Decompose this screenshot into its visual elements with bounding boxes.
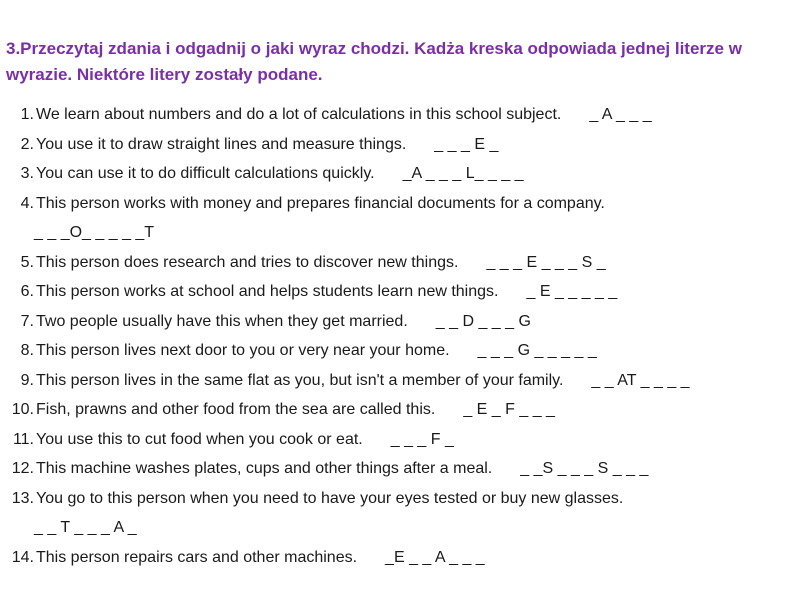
item-number: 10. — [11, 401, 34, 418]
item-sentence: You can use it to do difficult calculations quickly. — [36, 165, 375, 182]
item-number: 7. — [20, 312, 34, 330]
answer-letter-pattern: _ _ _ G _ _ _ _ _ — [477, 342, 597, 359]
list-item — [0, 277, 800, 307]
item-sentence: This person does research and tries to discover new things. — [36, 253, 459, 271]
item-number: 12. — [11, 460, 34, 477]
item-number: 14. — [11, 548, 34, 566]
answer-letter-pattern: _A _ _ _ L_ _ _ _ — [402, 165, 524, 182]
answer-letter-pattern: _ E _ F _ _ _ — [463, 401, 555, 418]
list-item — [0, 543, 800, 573]
item-number: 5. — [20, 253, 34, 271]
answer-letter-pattern: _ _ AT _ _ _ _ — [591, 371, 690, 389]
list-item — [0, 248, 800, 278]
list-item — [0, 307, 800, 337]
answer-letter-pattern: _ A _ _ _ — [589, 106, 652, 123]
item-sentence: You use it to draw straight lines and measure things. — [36, 135, 407, 153]
item-number: 13. — [11, 489, 34, 507]
list-item-continuation — [0, 218, 800, 248]
item-sentence: This person lives in the same flat as you, but isn't a member of your family. — [36, 371, 564, 389]
list-item — [0, 454, 800, 484]
list-item — [0, 484, 800, 514]
item-number: 3. — [20, 165, 34, 182]
list-item — [0, 336, 800, 366]
item-number: 8. — [20, 342, 34, 359]
item-sentence: This person repairs cars and other machines. — [36, 548, 358, 566]
answer-letter-pattern: _ _S _ _ _ S _ _ _ — [520, 460, 649, 477]
item-sentence: You use this to cut food when you cook or eat. — [36, 430, 363, 448]
answer-letter-pattern: _ E _ _ _ _ _ — [526, 283, 618, 300]
item-sentence: Two people usually have this when they get married. — [36, 312, 408, 330]
item-number: 4. — [20, 194, 34, 212]
item-sentence: You go to this person when you need to have your eyes tested or buy new glasses. — [36, 489, 624, 507]
item-sentence: Fish, prawns and other food from the sea are called this. — [36, 401, 436, 418]
answer-letter-pattern: _ _ T _ _ _ A _ — [34, 519, 137, 536]
list-item — [0, 159, 800, 189]
item-number: 11. — [12, 430, 34, 448]
item-number: 6. — [20, 283, 34, 300]
item-number: 2. — [20, 135, 34, 153]
answer-letter-pattern: _ _ _O_ _ _ _ _T — [34, 224, 155, 241]
list-item — [0, 425, 800, 455]
exercise-list — [0, 100, 800, 572]
list-item — [0, 395, 800, 425]
item-sentence: This person works with money and prepares financial documents for a company. — [36, 194, 605, 212]
item-sentence: This person lives next door to you or very near your home. — [36, 342, 450, 359]
item-sentence: This person works at school and helps students learn new things. — [36, 283, 499, 300]
answer-letter-pattern: _ _ _ E _ _ _ S _ — [486, 253, 606, 271]
list-item — [0, 366, 800, 396]
answer-letter-pattern: _E _ _ A _ _ _ — [385, 548, 485, 566]
list-item-continuation — [0, 513, 800, 543]
list-item — [0, 130, 800, 160]
list-item — [0, 100, 800, 130]
item-sentence: This machine washes plates, cups and other things after a meal. — [36, 460, 493, 477]
answer-letter-pattern: _ _ _ F _ — [390, 430, 454, 448]
answer-letter-pattern: _ _ D _ _ _ G — [435, 312, 531, 330]
answer-letter-pattern: _ _ _ E _ — [434, 135, 499, 153]
item-number: 1. — [20, 106, 34, 123]
item-number: 9. — [20, 371, 34, 389]
exercise-heading: 3.Przeczytaj zdania i odgadnij o jaki wyraz chodzi. Kadża kreska odpowiada jednej literze w wyrazie. Niektóre litery zostały podane. — [6, 39, 742, 84]
list-item — [0, 189, 800, 219]
item-sentence: We learn about numbers and do a lot of calculations in this school subject. — [36, 106, 562, 123]
